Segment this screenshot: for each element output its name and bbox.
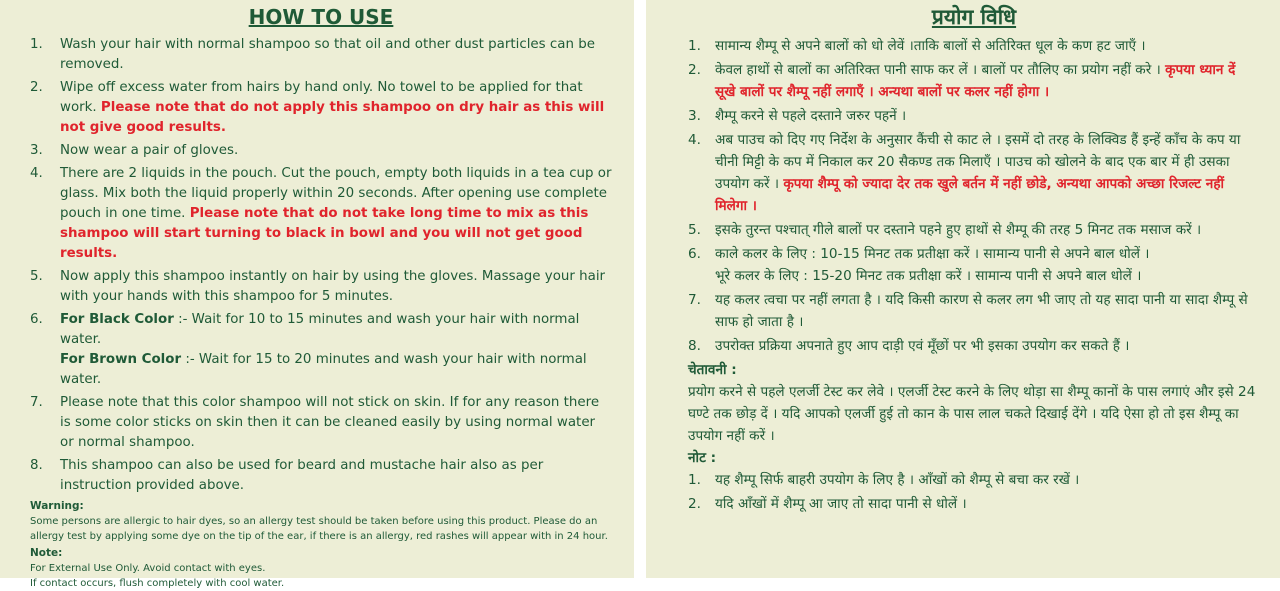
hindi-warning-heading: चेतावनी : (688, 362, 737, 378)
step-number: 7. (688, 292, 701, 308)
step-warning-text: कृपया ध्यान दें सूखे बालों पर शैम्पू नहीं लगाएँ । अन्यथा बालों पर कलर नहीं होगा । (715, 62, 1236, 100)
hindi-note-1 (688, 469, 1260, 491)
english-step-7 (30, 393, 612, 453)
english-instructions-panel (0, 0, 634, 589)
hindi-step-6 (688, 243, 1260, 287)
hindi-step-8 (688, 335, 1260, 357)
step-warning-text: Please note that do not apply this shampoo on dry hair as this will not give good results. (60, 100, 605, 135)
english-step-6 (30, 310, 612, 390)
step-number: 8. (688, 338, 701, 354)
step-text: यह कलर त्वचा पर नहीं लगता है । यदि किसी कारण से कलर लग भी जाए तो यह सादा पानी या सादा शैम्पू से साफ हो जाता है । (715, 292, 1248, 330)
hindi-steps-list (688, 35, 1260, 357)
step-number: 5. (30, 269, 43, 284)
hindi-warning-text: प्रयोग करने से पहले एलर्जी टेस्ट कर लेवे । एलर्जी टेस्ट करने के लिए थोड़ा सा शैम्पू कानों के पास लगाएं और इसे 24 घण्टे तक छोड़ दें । यदि आपको एलर्जी हुई तो कान के पास लाल चकते दिखाई देंगे । यदि ऐसा हो तो इस शैम्पू का उपयोग नहीं करें । (688, 384, 1256, 444)
english-step-2 (30, 78, 612, 138)
step-number: 5. (688, 222, 701, 238)
step-text: Wipe off excess water from hairs by hand only. No towel to be applied for that work. (60, 80, 583, 115)
hindi-title: प्रयोग विधि (931, 5, 1017, 29)
hindi-step-3 (688, 105, 1260, 127)
step-number: 7. (30, 395, 43, 410)
hindi-step-7 (688, 289, 1260, 333)
english-step-1 (30, 35, 612, 75)
step-number: 3. (30, 143, 43, 158)
step-number: 6. (30, 312, 43, 327)
english-warning-text: Some persons are allergic to hair dyes, so an allergy test should be taken before using this product. Please do an allergy test by applying some dye on the tip of the ear, if there is an allergy, red rashes will appear with in 24 hour. (30, 516, 608, 542)
english-step-5 (30, 267, 612, 307)
note-text: यदि आँखों में शैम्पू आ जाए तो सादा पानी से धोलें । (715, 496, 967, 512)
english-note-line-1: For External Use Only. Avoid contact with eyes. (30, 563, 266, 574)
hindi-note-2 (688, 493, 1260, 515)
step-text: Now apply this shampoo instantly on hair by using the gloves. Massage your hair with your hands with this shampoo for 5 minutes. (60, 269, 606, 304)
step-number: 1. (688, 38, 701, 54)
brown-color-instruction: भूरे कलर के लिए : 15-20 मिनट तक प्रतीक्षा करें । सामान्य पानी से अपने बाल धोलें । (715, 268, 1142, 284)
hindi-step-2 (688, 59, 1260, 103)
hindi-step-4 (688, 129, 1260, 217)
black-color-label: For Black Color (60, 312, 174, 327)
hindi-note-heading: नोट : (688, 450, 717, 466)
note-number: 1. (688, 472, 701, 488)
step-text: Please note that this color shampoo will not stick on skin. If for any reason there is some color sticks on skin then it can be cleaned easily by using normal water or normal shampoo. (60, 395, 600, 450)
step-warning-text: Please note that do not take long time to mix as this shampoo will start turning to black in bowl and you will not get good results. (60, 206, 589, 261)
english-title: HOW TO USE (248, 5, 394, 29)
english-step-8 (30, 456, 612, 496)
english-step-3 (30, 141, 612, 161)
english-step-4 (30, 164, 612, 264)
step-number: 6. (688, 246, 701, 262)
hindi-step-1 (688, 35, 1260, 57)
note-number: 2. (688, 496, 701, 512)
english-warning-heading: Warning: (30, 500, 84, 512)
step-text: केवल हाथों से बालों का अतिरिक्त पानी साफ कर लें । बालों पर तौलिए का प्रयोग नहीं करे । (715, 62, 1166, 78)
brown-color-instruction (60, 350, 612, 390)
step-text: This shampoo can also be used for beard and mustache hair also as per instruction provided above. (60, 458, 544, 493)
note-text: यह शैम्पू सिर्फ बाहरी उपयोग के लिए है । आँखों को शैम्पू से बचा कर रखें । (715, 472, 1080, 488)
step-number: 8. (30, 458, 43, 473)
step-text: इसके तुरन्त पश्चात् गीले बालों पर दस्ताने पहने हुए हाथों से शैम्पू की तरह 5 मिनट तक मसाज करें । (715, 222, 1202, 238)
step-text: Now wear a pair of gloves. (60, 143, 239, 158)
hindi-notes-list (688, 469, 1260, 515)
english-steps-list (30, 35, 612, 496)
step-number: 4. (30, 166, 43, 181)
step-number: 1. (30, 37, 43, 52)
black-color-instruction: काले कलर के लिए : 10-15 मिनट तक प्रतीक्षा करें । सामान्य पानी से अपने बाल धोलें । (715, 246, 1150, 262)
step-warning-text: कृपया शैम्पू को ज्यादा देर तक खुले बर्तन में नहीं छोडे, अन्यथा आपको अच्छा रिजल्ट नहीं मिलेगा । (715, 176, 1225, 214)
step-text: उपरोक्त प्रक्रिया अपनाते हुए आप दाड़ी एवं मूँछों पर भी इसका उपयोग कर सकते हैं । (715, 338, 1130, 354)
step-number: 4. (688, 132, 701, 148)
step-text: There are 2 liquids in the pouch. Cut the pouch, empty both liquids in a tea cup or glass. Mix both the liquid properly within 20 seconds. After opening use complete pouch in one time. (60, 166, 612, 221)
step-number: 3. (688, 108, 701, 124)
step-number: 2. (30, 80, 43, 95)
brown-color-text: :- Wait for 15 to 20 minutes and wash your hair with normal water. (60, 352, 587, 387)
step-text: शैम्पू करने से पहले दस्ताने जरुर पहनें । (715, 108, 907, 124)
brown-color-label: For Brown Color (60, 352, 182, 367)
step-text: Wash your hair with normal shampoo so that oil and other dust particles can be removed. (60, 37, 595, 72)
step-text: अब पाउच को दिए गए निर्देश के अनुसार कैंची से काट ले । इसमें दो तरह के लिक्विड हैं इन्हें काँच के कप या चीनी मिट्टी के कप में निकाल कर 20 सैकण्ड तक मिलाएँ । पाउच को खोलने के बाद एक बार में ही उसका उपयोग करें । (715, 132, 1241, 192)
english-note-heading: Note: (30, 547, 63, 559)
english-note-line-2: If contact occurs, flush completely with cool water. (30, 578, 285, 589)
black-color-instruction (60, 310, 612, 350)
hindi-step-5 (688, 219, 1260, 241)
hindi-instructions-panel (646, 0, 1280, 578)
step-number: 2. (688, 62, 701, 78)
black-color-text: :- Wait for 10 to 15 minutes and wash your hair with normal water. (60, 312, 580, 347)
step-text: सामान्य शैम्पू से अपने बालों को धो लेवें ।ताकि बालों से अतिरिक्त धूल के कण हट जाएँ । (715, 38, 1146, 54)
